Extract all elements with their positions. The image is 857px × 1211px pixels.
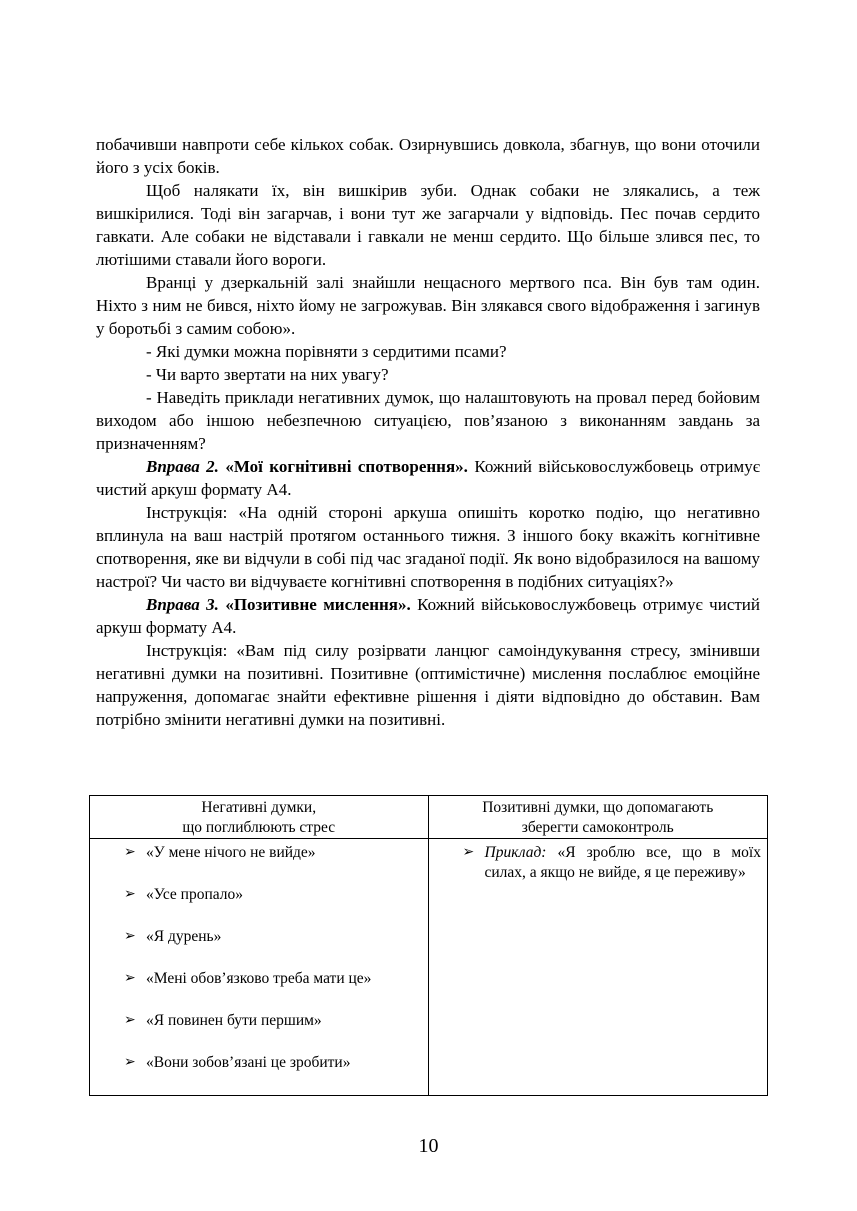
list-item: ➢ «Усе пропало» [124, 886, 244, 903]
document-body [96, 133, 760, 731]
arrow-bullet-icon: ➢ [124, 887, 136, 902]
exercise-2-instruction: Інструкція: «На одній стороні аркуша опишіть коротко подію, що негативно вплинула на ваш настрій протягом останнього тижня. З іншого боку вкажіть когнітивне спотворення, яке ви відчули в собі під час згаданої події. Як воно відобразилося на вашому настрої? Чи часто ви відчуваєте когнітивні спотворення в подібних ситуаціях?» [96, 503, 760, 591]
exercise-3-title: «Позитивне мислення». [225, 595, 411, 614]
arrow-bullet-icon: ➢ [124, 845, 136, 860]
header-negative: Негативні думки, що поглиблюють стрес [90, 796, 429, 839]
exercise-2-heading [96, 455, 760, 501]
positive-example [429, 839, 768, 883]
table-header-row [90, 796, 768, 839]
example-label: Приклад: [484, 844, 547, 861]
list-item: ➢ «Вони зобов’язані це зробити» [124, 1054, 351, 1071]
thoughts-table [89, 795, 768, 1096]
negative-thoughts-cell [90, 839, 429, 1096]
example-text: «Я зроблю все, що в моїх силах, а якщо не вийде, я це переживу» [484, 844, 761, 881]
table-body-row [90, 839, 768, 1096]
arrow-bullet-icon: ➢ [124, 971, 136, 986]
exercise-2-label: Вправа 2. [146, 457, 219, 476]
list-item: ➢ «Я дурень» [124, 928, 222, 945]
question-3: - Наведіть приклади негативних думок, що налаштовують на провал перед бойовим виходом або іншою небезпечною ситуацією, пов’язаною з виконанням завдань за призначенням? [96, 388, 760, 453]
question-2: - Чи варто звертати на них увагу? [146, 365, 389, 384]
arrow-bullet-icon: ➢ [462, 845, 475, 860]
header-positive: Позитивні думки, що допомагають зберегти самоконтроль [428, 796, 768, 839]
list-item: ➢ «У мене нічого не вийде» [124, 844, 316, 861]
page-number: 10 [418, 1135, 439, 1157]
exercise-3-label: Вправа 3. [146, 595, 219, 614]
arrow-bullet-icon: ➢ [124, 1013, 136, 1028]
list-item: ➢ «Мені обов’язково треба мати це» [124, 970, 372, 987]
exercise-2-title: «Мої когнітивні спотворення». [225, 457, 468, 476]
paragraph-story-2: Щоб налякати їх, він вишкірив зуби. Однак собаки не злякались, а теж вишкірилися. Тоді він загарчав, і вони тут же загарчали у відповідь. Пес почав сердито гавкати. Але собаки не відставали і гавкали не менш сердито. Що більше злився пес, то лютішими ставали його вороги. [96, 181, 760, 269]
list-item: ➢ «Я повинен бути першим» [124, 1012, 322, 1029]
paragraph-story-1: побачивши навпроти себе кількох собак. Озирнувшись довкола, збагнув, що вони оточили його з усіх боків. [96, 135, 760, 177]
arrow-bullet-icon: ➢ [124, 929, 136, 944]
exercise-3-heading [96, 593, 760, 639]
positive-thoughts-cell [428, 839, 768, 1096]
paragraph-story-3: Вранці у дзеркальній залі знайшли нещасного мертвого пса. Він був там один. Ніхто з ним не бився, ніхто йому не загрожував. Він злякався свого відображення і загинув у боротьбі з самим собою». [96, 273, 760, 338]
exercise-2-text: Кожний військовослужбовець отримує чистий аркуш формату А4. [96, 457, 760, 499]
exercise-3-text: Кожний військовослужбовець отримує чистий аркуш формату А4. [96, 595, 760, 637]
arrow-bullet-icon: ➢ [124, 1055, 136, 1070]
negative-thoughts-list [90, 839, 428, 1095]
question-1: - Які думки можна порівняти з сердитими псами? [146, 342, 507, 361]
exercise-3-instruction: Інструкція: «Вам під силу розірвати ланцюг самоіндукування стресу, змінивши негативні думки на позитивні. Позитивне (оптимістичне) мислення послаблює емоційне напруження, допомагає знайти ефективне рішення і діяти відповідно до обставин. Вам потрібно змінити негативні думки на позитивні. [96, 641, 760, 729]
